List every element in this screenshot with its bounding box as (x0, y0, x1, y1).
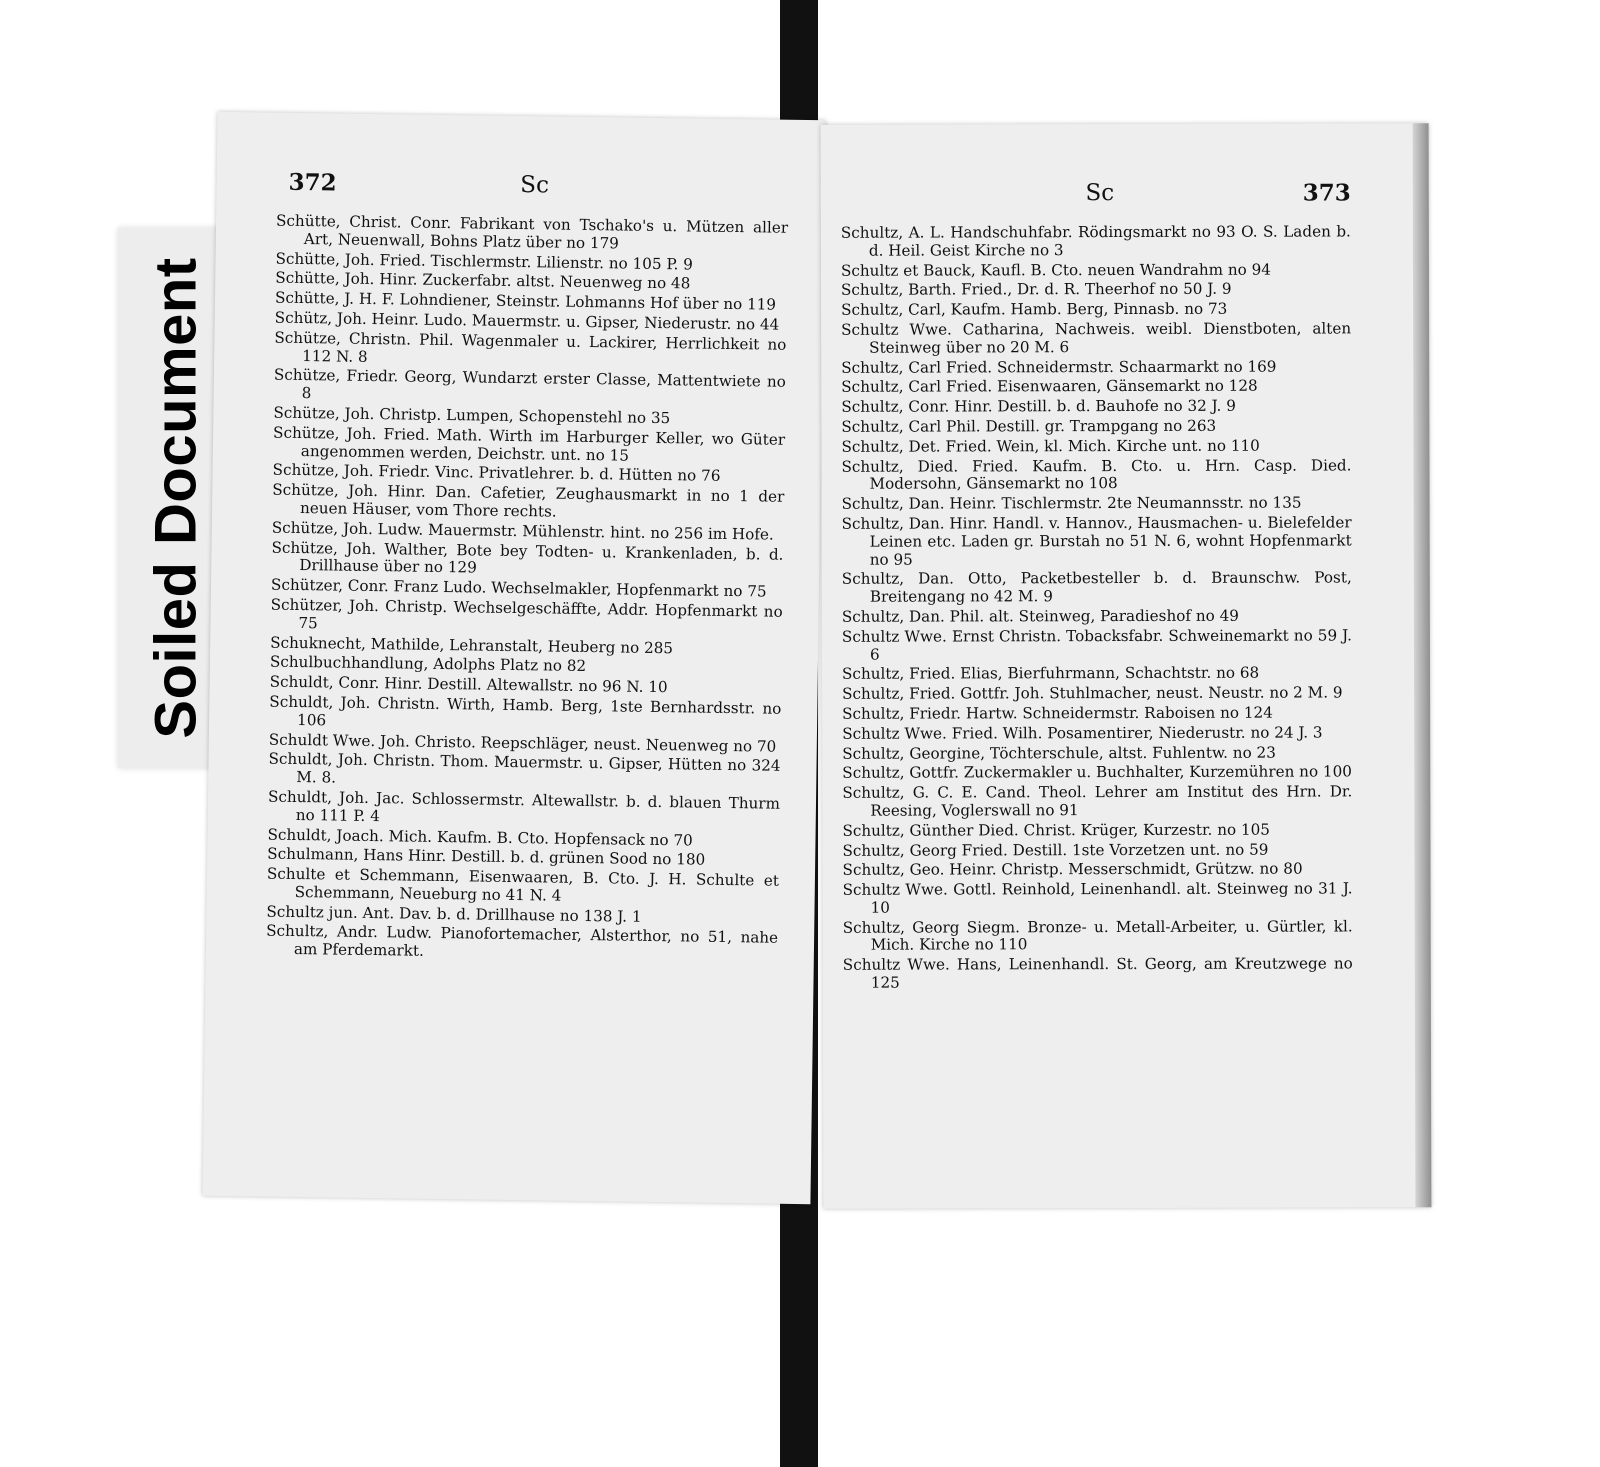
directory-entry: Schulte et Schemmann, Eisenwaaren, B. Cto. J. H. Schulte et Schemmann, Neueburg no 41 N. 4 (266, 864, 780, 905)
directory-entry: Schützer, Conr. Franz Ludo. Wechselmakler, Hopfenmarkt no 75 (270, 575, 767, 601)
directory-entry: Schultz, Carl Fried. Schneidermstr. Schaarmarkt no 169 (841, 357, 1277, 377)
right-page-number: 373 (1302, 179, 1351, 207)
directory-entry: Schultz, Carl, Kaufm. Hamb. Berg, Pinnasb. no 73 (841, 299, 1228, 319)
directory-entry: Schultz, Geo. Heinr. Christp. Messerschmidt, Grützw. no 80 (842, 859, 1303, 880)
directory-entry: Schultz, Andr. Ludw. Pianofortemacher, Alsterthor, no 51, nahe am Pferdemarkt. (266, 922, 779, 961)
left-entry-list (266, 213, 788, 966)
directory-entry: Schuldt, Joach. Mich. Kaufm. B. Cto. Hopfensack no 70 (267, 825, 693, 850)
left-page (202, 112, 825, 1204)
directory-entry: Schultz, Died. Fried. Kaufm. B. Cto. u. Hrn. Casp. Died. Modersohn, Gänsemarkt no 108 (841, 455, 1352, 494)
right-running-head: Sc (1085, 180, 1115, 207)
directory-entry: Schultz Wwe. Ernst Christn. Tobacksfabr. Schweinemarkt no 59 J. 6 (841, 626, 1352, 664)
directory-entry: Schultz Wwe. Catharina, Nachweis. weibl. Dienstboten, alten Steinweg über no 20 M. 6 (841, 319, 1352, 357)
directory-entry: Schultz, Dan. Heinr. Tischlermstr. 2te Neumannsstr. no 135 (841, 493, 1302, 513)
directory-entry: Schultz, Georg Siegm. Bronze- u. Metall-Arbeiter, u. Gürtler, kl. Mich. Kirche no 110 (842, 917, 1353, 955)
directory-entry: Schütz, Joh. Heinr. Ludo. Mauermstr. u. Gipser, Niederustr. no 44 (274, 308, 780, 334)
right-page-header (849, 179, 1351, 220)
directory-entry: Schuldt, Joh. Christn. Thom. Mauermstr. u. Gipser, Hütten no 324 M. 8. (268, 749, 781, 787)
directory-entry: Schultz, Det. Fried. Wein, kl. Mich. Kirche unt. no 110 (841, 436, 1260, 456)
directory-entry: Schuldt, Conr. Hinr. Destill. Altewallstr. no 96 N. 10 (269, 672, 668, 697)
directory-entry: Schützer, Joh. Christp. Wechselgeschäffte, Addr. Hopfenmarkt no 75 (270, 595, 783, 632)
directory-entry: Schultz, Georg Fried. Destill. 1ste Vorzetzen unt. no 59 (842, 840, 1269, 860)
directory-entry: Schuldt, Joh. Jac. Schlossermstr. Altewallstr. b. d. blauen Thurm no 111 P. 4 (267, 787, 781, 825)
directory-entry: Schultz, Carl Phil. Destill. gr. Trampgang no 263 (841, 416, 1217, 436)
directory-entry: Schultz, A. L. Handschuhfabr. Rödingsmarkt no 93 O. S. Laden b. d. Heil. Geist Kirche no 3 (840, 222, 1351, 260)
directory-entry: Schultz Wwe. Gottl. Reinhold, Leinenhandl. alt. Steinweg no 31 J. 10 (842, 879, 1353, 917)
soiled-document-label: Soiled Document (143, 257, 209, 739)
directory-entry: Schultz Wwe. Fried. Wilh. Posamentirer, Niederustr. no 24 J. 3 (842, 723, 1323, 743)
directory-entry: Schultz, Fried. Elias, Bierfuhrmann, Schachtstr. no 68 (841, 663, 1260, 684)
directory-entry: Schütze, Joh. Hinr. Dan. Cafetier, Zeughausmarkt in no 1 der neuen Häuser, vom Thore rechts. (272, 480, 785, 521)
directory-entry: Schultz, Dan. Hinr. Handl. v. Hannov., Hausmachen- u. Bielefelder Leinen etc. Laden gr. Burstah no 51 N. 6, wohnt Hopfenmarkt no 95 (841, 513, 1352, 569)
directory-entry: Schulbuchhandlung, Adolphs Platz no 82 (269, 652, 587, 676)
directory-entry: Schütze, Joh. Fried. Math. Wirth im Harburger Keller, wo Güter angenommen werden, Deichstr. unt. no 15 (273, 423, 786, 465)
right-page (821, 123, 1432, 1209)
directory-entry: Schütze, Christn. Phil. Wagenmaler u. Lackirer, Herrlichkeit no 112 N. 8 (274, 328, 787, 366)
directory-entry: Schütte, Joh. Hinr. Zuckerfabr. altst. Neuenweg no 48 (275, 269, 691, 293)
directory-entry: Schulmann, Hans Hinr. Destill. b. d. grünen Sood no 180 (267, 844, 706, 869)
directory-entry: Schultz, Conr. Hinr. Destill. b. d. Bauhofe no 32 J. 9 (841, 396, 1236, 416)
directory-entry: Schultz, Fried. Gottfr. Joh. Stuhlmacher, neust. Neustr. no 2 M. 9 (842, 683, 1343, 703)
directory-entry: Schütze, Joh. Ludw. Mauermstr. Mühlenstr. hint. no 256 im Hofe. (271, 518, 774, 544)
directory-entry: Schultz, G. C. E. Cand. Theol. Lehrer am Institut des Hrn. Dr. Reesing, Voglerswall no 91 (842, 782, 1353, 820)
directory-entry: Schütte, J. H. F. Lohndiener, Steinstr. Lohmanns Hof über no 119 (274, 288, 777, 314)
directory-entry: Schuldt, Joh. Christn. Wirth, Hamb. Berg, 1ste Bernhardsstr. no 106 (269, 692, 782, 730)
directory-entry: Schultz, Dan. Phil. alt. Steinweg, Paradieshof no 49 (841, 606, 1239, 626)
directory-entry: Schütte, Christ. Conr. Fabrikant von Tschako's u. Mützen aller Art, Neuenwall, Bohns Platz über no 179 (275, 211, 789, 253)
directory-entry: Schütze, Joh. Friedr. Vinc. Privatlehrer. b. d. Hütten no 76 (272, 460, 721, 486)
left-page-header (288, 169, 781, 216)
directory-entry: Schultz jun. Ant. Dav. b. d. Drillhause no 138 J. 1 (266, 902, 642, 926)
directory-entry: Schultz et Bauck, Kaufl. B. Cto. neuen Wandrahm no 94 (840, 260, 1271, 280)
directory-entry: Schultz, Carl Fried. Eisenwaaren, Gänsemarkt no 128 (841, 377, 1258, 397)
directory-entry: Schütte, Joh. Fried. Tischlermstr. Lilienstr. no 105 P. 9 (275, 249, 693, 274)
directory-entry: Schultz, Friedr. Hartw. Schneidermstr. Raboisen no 124 (842, 703, 1273, 723)
left-page-number: 372 (288, 168, 337, 197)
right-entry-list (841, 223, 1353, 992)
directory-entry: Schultz, Günther Died. Christ. Krüger, Kurzestr. no 105 (842, 820, 1270, 840)
left-running-head: Sc (520, 172, 550, 199)
directory-entry: Schuldt Wwe. Joh. Christo. Reepschläger, neust. Neuenweg no 70 (268, 730, 777, 756)
directory-entry: Schütze, Joh. Christp. Lumpen, Schopenstehl no 35 (273, 403, 671, 428)
directory-entry: Schuknecht, Mathilde, Lehranstalt, Heuberg no 285 (270, 633, 674, 657)
directory-entry: Schultz, Georgine, Töchterschule, altst. Fuhlentw. no 23 (842, 743, 1276, 763)
directory-entry: Schultz, Barth. Fried., Dr. d. R. Theerhof no 50 J. 9 (840, 280, 1232, 300)
directory-entry: Schütze, Friedr. Georg, Wundarzt erster Classe, Mattentwiete no 8 (273, 365, 787, 403)
directory-entry: Schultz, Dan. Otto, Packetbesteller b. d. Braunschw. Post, Breitengang no 42 M. 9 (841, 568, 1352, 606)
directory-entry: Schütze, Joh. Walther, Bote bey Todten- u. Krankenladen, b. d. Drillhause über no 129 (271, 538, 784, 577)
directory-entry: Schultz, Gottfr. Zuckermakler u. Buchhalter, Kurzemühren no 100 (842, 762, 1352, 783)
directory-entry: Schultz Wwe. Hans, Leinenhandl. St. Georg, am Kreutzwege no 125 (842, 954, 1353, 992)
